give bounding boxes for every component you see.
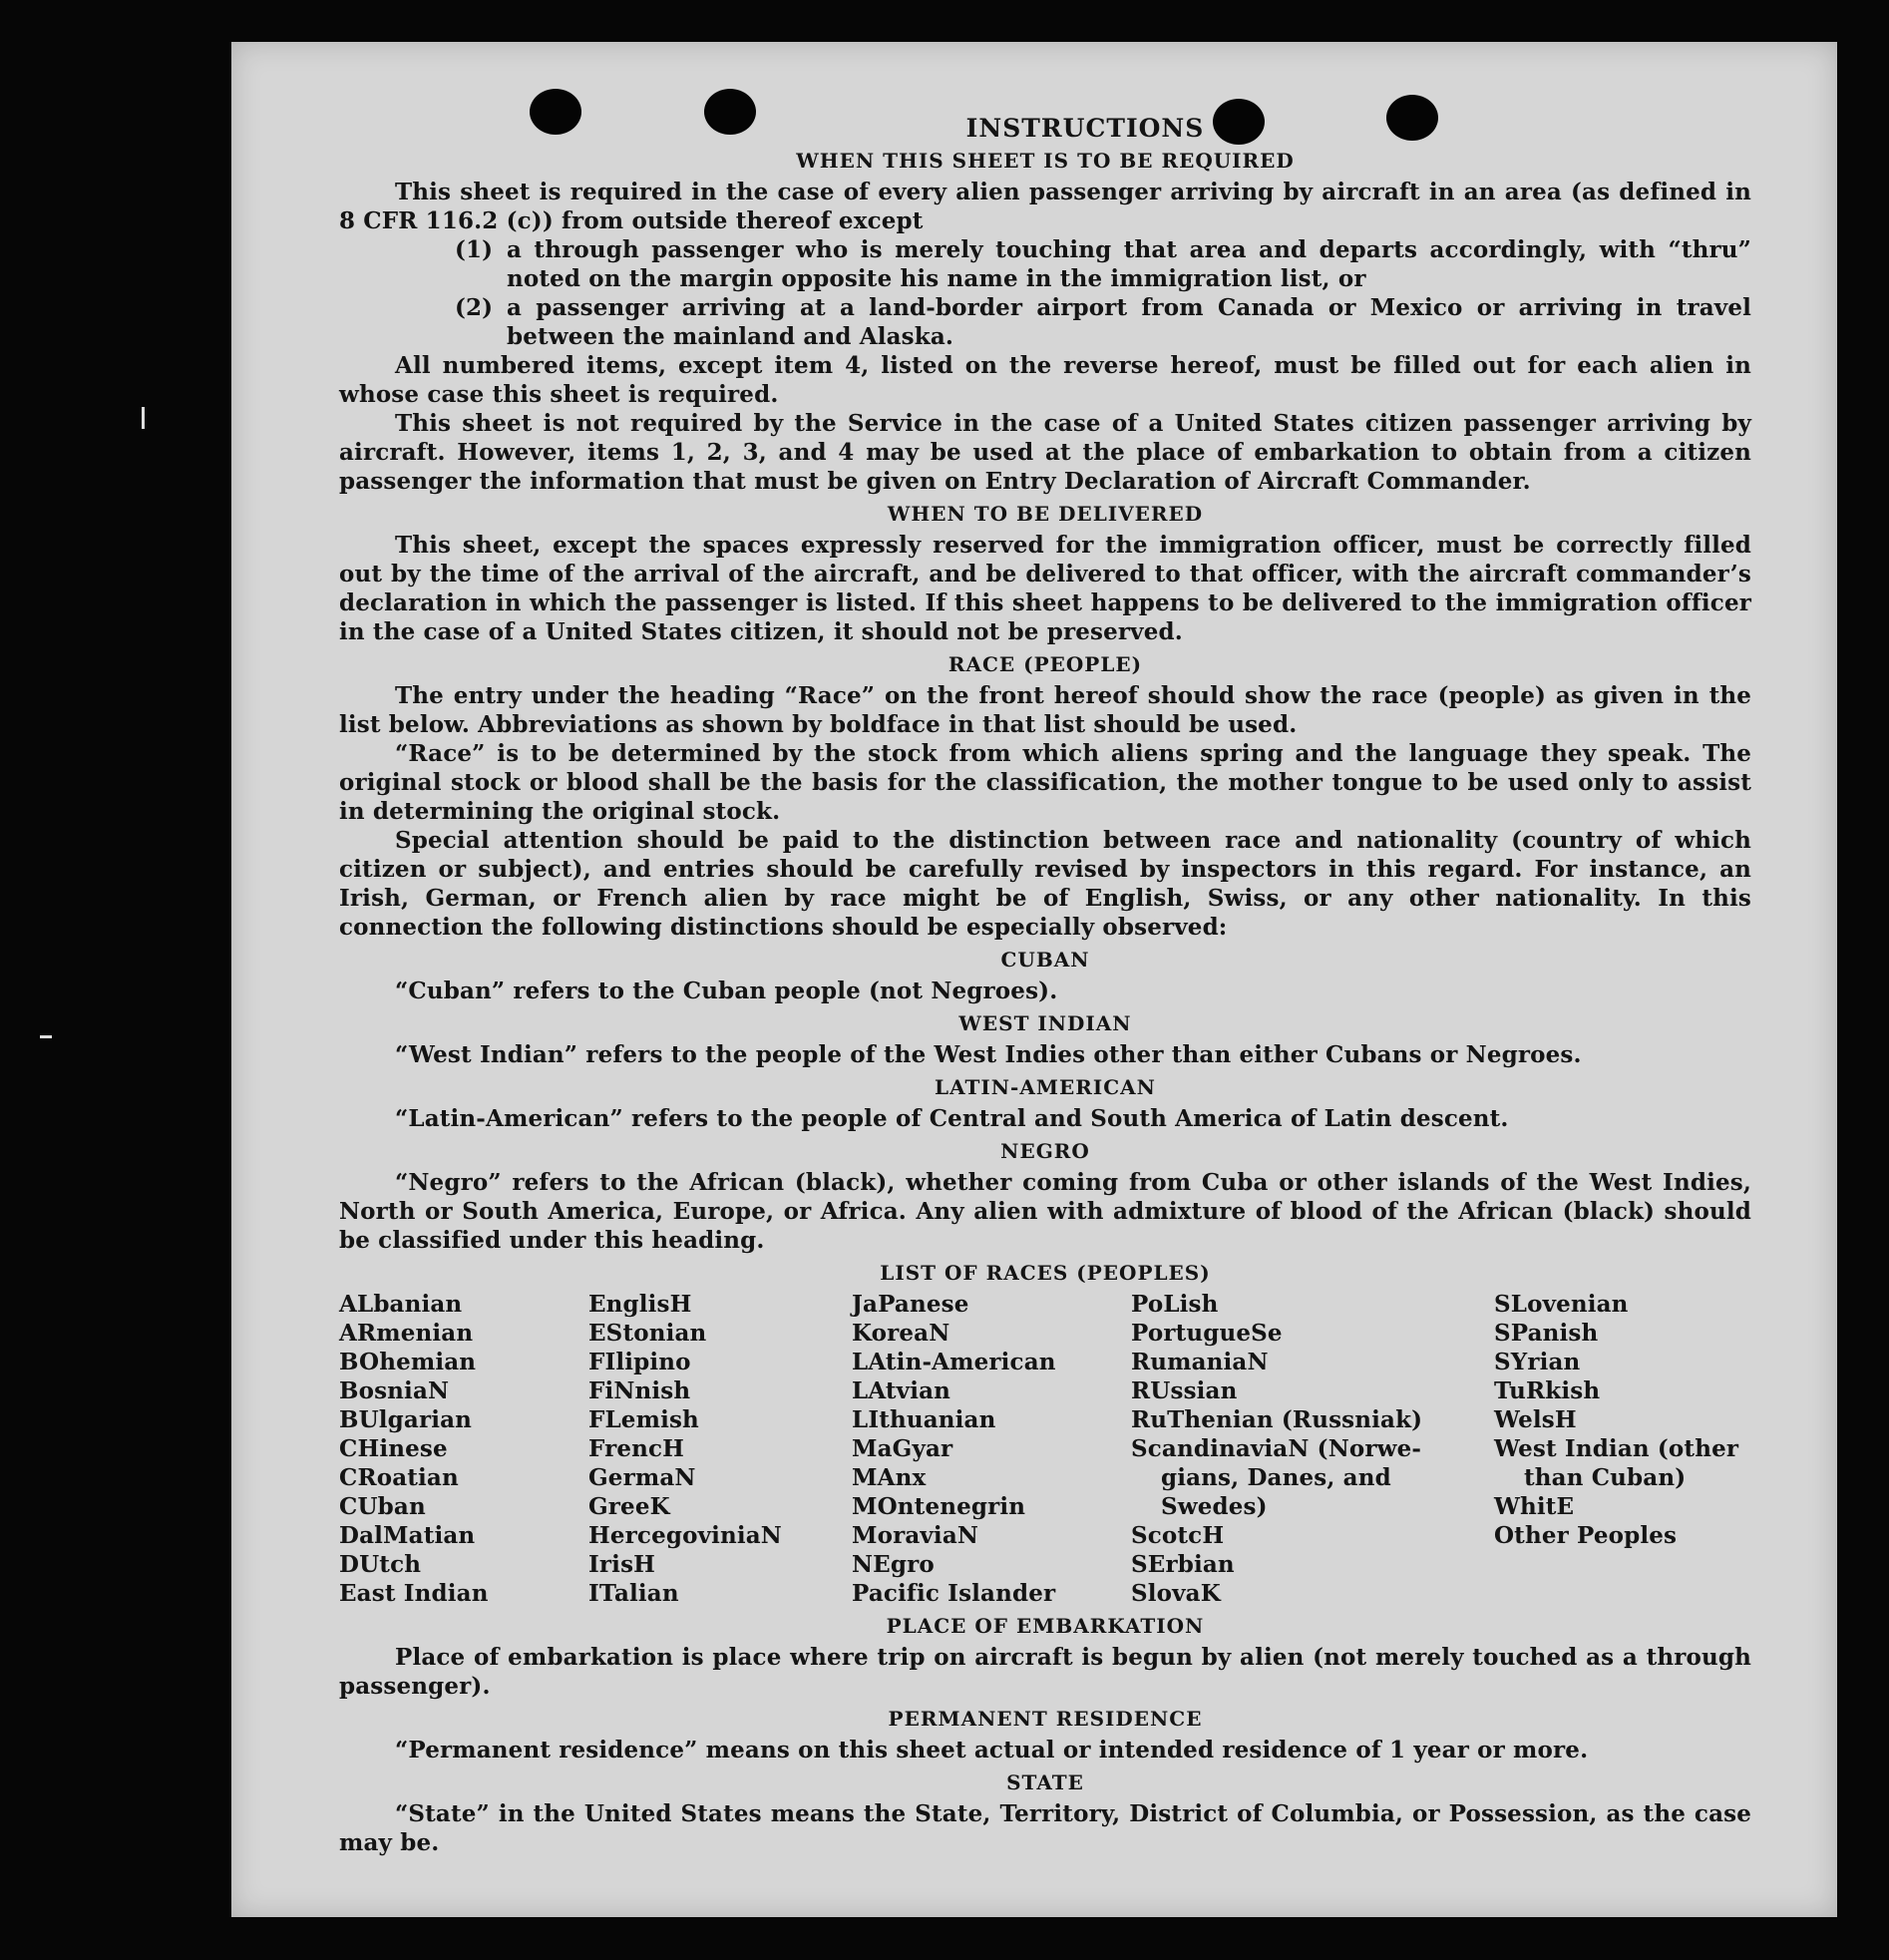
paragraph: “Race” is to be determined by the stock from which aliens spring and the language they speak. The original stock or blood shall be the basis for the classification, the mother tongue to be used only to assist in determining the original stock.: [339, 740, 1751, 825]
race-entry: ALbanian: [339, 1291, 463, 1318]
race-entry: RumaniaN: [1131, 1349, 1269, 1375]
races-column: [1494, 1290, 1751, 1608]
race-entry: RuThenian (Russniak): [1131, 1406, 1423, 1433]
race-entry: ARmenian: [339, 1320, 474, 1347]
item-text: a through passenger who is merely touching that area and departs accordingly, with “thru” noted on the margin opposite his name in the immigration list, or: [507, 236, 1751, 292]
race-entry: CUban: [339, 1493, 426, 1520]
paragraph: “Latin-American” refers to the people of Central and South America of Latin descent.: [395, 1105, 1509, 1132]
race-entry: BOhemian: [339, 1349, 477, 1375]
race-entry: RUssian: [1131, 1377, 1238, 1404]
section-heading-west-indian: WEST INDIAN: [958, 1011, 1132, 1035]
race-entry: SlovaK: [1131, 1580, 1221, 1607]
paragraph: “Cuban” refers to the Cuban people (not Negroes).: [395, 978, 1058, 1004]
races-column: [339, 1290, 588, 1608]
race-entry: ITalian: [588, 1580, 679, 1607]
paragraph: Special attention should be paid to the distinction between race and nationality (country of which citizen or subject), and entries should be carefully revised by inspectors in this regard. For instance, an Irish, German, or French alien by race might be of English, Swiss, or any other nationality. In this connection the following distinctions should be especially observed:: [339, 827, 1751, 941]
paragraph: All numbered items, except item 4, listed on the reverse hereof, must be filled out for each alien in whose case this sheet is required.: [339, 352, 1751, 408]
paragraph: “Negro” refers to the African (black), whether coming from Cuba or other islands of the West Indies, North or South America, Europe, or Africa. Any alien with admixture of blood of the African (black) should be classified under this heading.: [339, 1169, 1751, 1254]
paragraph: This sheet, except the spaces expressly reserved for the immigration officer, must be correctly filled out by the time of the arrival of the aircraft, and be delivered to that officer, with the aircraft commander’s declaration in which the passenger is listed. If this sheet happens to be delivered to the immigration officer in the case of a United States citizen, it should not be preserved.: [339, 532, 1751, 645]
section-heading-cuban: CUBAN: [1000, 948, 1090, 972]
list-item: [339, 235, 1751, 293]
race-entry: CHinese: [339, 1435, 448, 1462]
race-entry: BosniaN: [339, 1377, 450, 1404]
race-entry: KoreaN: [852, 1320, 950, 1347]
scan-speck: [40, 1035, 52, 1038]
race-entry: WelsH: [1494, 1406, 1577, 1433]
section-heading-negro: NEGRO: [1000, 1139, 1090, 1163]
paragraph: “West Indian” refers to the people of the West Indies other than either Cubans or Negroes.: [395, 1041, 1582, 1068]
race-entry: FLemish: [588, 1406, 699, 1433]
race-entry: GermaN: [588, 1464, 696, 1491]
races-column: [588, 1290, 852, 1608]
page-title: INSTRUCTIONS: [965, 114, 1205, 143]
section-heading-required: WHEN THIS SHEET IS TO BE REQUIRED: [796, 149, 1295, 173]
race-entry: gians, Danes, and: [1161, 1464, 1391, 1491]
race-entry: SErbian: [1131, 1551, 1235, 1578]
race-entry: MAnx: [852, 1464, 927, 1491]
item-number: (1): [455, 236, 494, 263]
document-text: [339, 114, 1751, 1857]
race-entry: NEgro: [852, 1551, 935, 1578]
section-heading-delivered: WHEN TO BE DELIVERED: [887, 502, 1204, 526]
race-entry: GreeK: [588, 1493, 670, 1520]
race-entry: HercegoviniaN: [588, 1522, 782, 1549]
race-entry: WhitE: [1494, 1493, 1575, 1520]
race-entry: SYrian: [1494, 1349, 1581, 1375]
race-entry: MaGyar: [852, 1435, 953, 1462]
race-entry: PortugueSe: [1131, 1320, 1283, 1347]
race-entry: JaPanese: [852, 1291, 969, 1318]
races-column: [1131, 1290, 1494, 1608]
race-entry: TuRkish: [1494, 1377, 1601, 1404]
paragraph: Place of embarkation is place where trip on aircraft is begun by alien (not merely touched as a through passenger).: [339, 1644, 1751, 1700]
paragraph: “Permanent residence” means on this sheet actual or intended residence of 1 year or more.: [395, 1737, 1589, 1764]
race-entry: EnglisH: [588, 1291, 692, 1318]
race-entry: MoraviaN: [852, 1522, 979, 1549]
race-entry: EStonian: [588, 1320, 707, 1347]
scan-speck: [142, 407, 145, 429]
section-heading-latin-american: LATIN-AMERICAN: [935, 1075, 1156, 1099]
race-entry: LIthuanian: [852, 1406, 996, 1433]
race-entry: Pacific Islander: [852, 1580, 1056, 1607]
race-entry: CRoatian: [339, 1464, 459, 1491]
section-heading-races-list: LIST OF RACES (PEOPLES): [880, 1261, 1211, 1285]
race-entry: East Indian: [339, 1580, 489, 1607]
section-heading-residence: PERMANENT RESIDENCE: [888, 1707, 1203, 1731]
races-column: [852, 1290, 1131, 1608]
race-entry: FiNnish: [588, 1377, 691, 1404]
race-entry: ScandinaviaN (Norwe-: [1131, 1435, 1422, 1462]
race-entry: West Indian (other: [1494, 1435, 1739, 1462]
section-heading-state: STATE: [1006, 1770, 1084, 1794]
race-entry: Swedes): [1161, 1493, 1268, 1520]
paragraph: “State” in the United States means the State, Territory, District of Columbia, or Possession, as the case may be.: [339, 1800, 1751, 1856]
race-entry: SPanish: [1494, 1320, 1599, 1347]
race-entry: PoLish: [1131, 1291, 1219, 1318]
race-entry: SLovenian: [1494, 1291, 1629, 1318]
item-text: a passenger arriving at a land-border airport from Canada or Mexico or arriving in travel between the mainland and Alaska.: [507, 294, 1751, 350]
race-entry: DUtch: [339, 1551, 422, 1578]
race-entry: Other Peoples: [1494, 1522, 1678, 1549]
race-entry: FrencH: [588, 1435, 685, 1462]
item-number: (2): [455, 294, 494, 321]
race-entry: LAtin-American: [852, 1349, 1056, 1375]
paragraph: The entry under the heading “Race” on the front hereof should show the race (people) as given in the list below. Abbreviations as shown by boldface in that list should be used.: [339, 682, 1751, 738]
race-entry: IrisH: [588, 1551, 656, 1578]
race-entry: MOntenegrin: [852, 1493, 1026, 1520]
race-entry: BUlgarian: [339, 1406, 473, 1433]
race-entry: LAtvian: [852, 1377, 951, 1404]
section-heading-race: RACE (PEOPLE): [947, 652, 1143, 676]
section-heading-embarkation: PLACE OF EMBARKATION: [886, 1614, 1205, 1638]
list-item: [339, 293, 1751, 351]
races-list: [339, 1290, 1751, 1608]
race-entry: than Cuban): [1524, 1464, 1687, 1491]
paragraph: This sheet is required in the case of every alien passenger arriving by aircraft in an area (as defined in 8 CFR 116.2 (c)) from outside thereof except: [339, 179, 1751, 234]
race-entry: ScotcH: [1131, 1522, 1225, 1549]
paragraph: This sheet is not required by the Service in the case of a United States citizen passenger arriving by aircraft. However, items 1, 2, 3, and 4 may be used at the place of embarkation to obtain from a citizen passenger the information that must be given on Entry Declaration of Aircraft Commander.: [339, 410, 1751, 495]
race-entry: FIlipino: [588, 1349, 691, 1375]
race-entry: DalMatian: [339, 1522, 476, 1549]
